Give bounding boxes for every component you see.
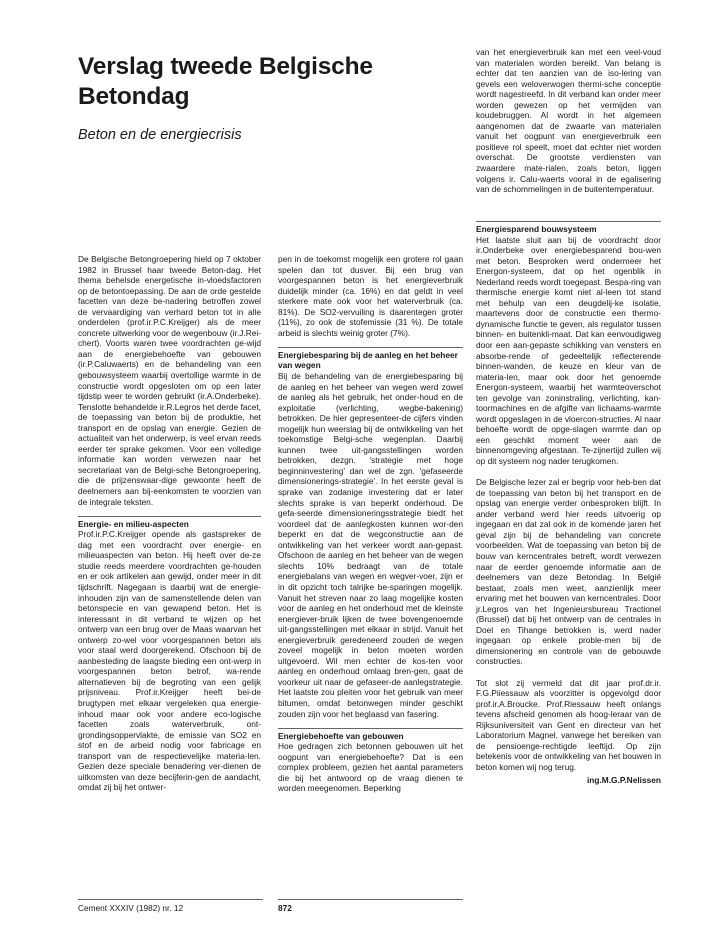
paragraph-tot-slot: Tot slot zij vermeld dat dit jaar prof.dr.ir. F.G.Piiessauw als voorzitter is opgevolgd door prof.ir.A.Broucke. Prof.Riessauw heeft onlangs tevens afscheid genomen als hoog-leraar van de Rijksuniversiteit van Gent en directeur van het Laboratorium Magnel, vanwege het bereiken van de pensioenge-rechtigde leeftijd. Op zijn betekenis voor de ontwikkeling van het bouwen in beton komen wij nog terug. [476,677,661,772]
section-heading-gebouwen: Energiebehoefte van gebouwen [278,730,404,741]
footer-journal: Cement XXXIV (1982) nr. 12 [78,903,184,913]
column-3 [476,221,661,786]
section-heading-bouwsysteem: Energiesparend bouwsysteem [476,224,597,234]
title-line-2: Betondag [78,83,190,110]
title-line-1: Verslag tweede Belgische [78,53,373,80]
column-3-top [476,47,661,195]
column-1 [78,254,261,793]
paragraph-kerncentrales: De Belgische lezer zal er begrip voor heb-ben dat de toepassing van beton bij het transport en de opslag van energie verder onbesproken blijft. In ander verband werd hier reeds uitvoerig op ingegaan en dat zal ook in de komende jaren het geval zijn bij de behandeling van concrete voorbeelden. Wat de toepassing van beton bij de bouw van kerncentrales betreft, wordt verwezen naar de eerder genoemde informatie aan de deelnemers van deze Betondag. In België bestaat, zoals men weet, aanzienlijk meer ervaring met het bouwen van kerncentrales. Door jr.Legros van het Ingenieursbureau Tractionel (Brussel) dat bij het ontwerp van de centrales in Doel en Tihange betrokken is, werd nader ingegaan op enkele proble-men bij de dimensionering en controle van de gebouwde constructies. [476,477,661,667]
article-subtitle: Beton en de energiecrisis [78,127,242,143]
page-number: 872 [278,903,292,913]
intro-paragraph: De Belgische Betongroepering hield op 7 oktober 1982 in Brussel haar tweede Beton-dag. Het thema behelsde energetische in-vloedsfactoren op de betontoepassing. De aan de orde gestelde facetten van deze be-nadering betroffen zowel de vervaardiging van verhard beton tot in alle onderdelen (prof.ir.P.C.Kreijger) als de meer concrete uitwerking voor de wegenbouw (ir.J.Rei-chert). Voorts waren twee voordrachten ge-wijd aan de energiebehoefte van gebouwen (ir.P.Caluwaerts) en de behandeling van een gebouwsysteem waarbij overtollige warmte in de constructie wordt opgesloten om op een later tijdstip weer te worden gebruikt (ir.A.Onderbeke). Tenslotte behandelde ir.R.Legros het derde facet, de toepassing van beton bij de produktie, het transport en de opslag van energie. Gezien de actualiteit van het onderwerp, is veel ervan reeds eerder ter sprake gekomen. Voor een volledige informatie kan worden verwezen naar het secretariaat van de Belgi-sche Betongroepering, die de prijzenswaar-dige gewoonte heeft de deelnemers aan bij-eenkomsten te voorzien van de integrale teksten. [78,254,261,507]
section-body-gebouwen: Hoe gedragen zich betonnen gebouwen uit het oogpunt van energiebehoefte? Dat is een complex probleem, gezien het aantal parameters die bij het antwoord op de vraag dienen te worden meegenomen. Beperking [278,741,463,794]
author-signature: ing.M.G.P.Nelissen [586,775,661,786]
section-divider [476,221,661,222]
section-heading-energie-milieu: Energie- en milieu-aspecten [78,518,189,529]
footer-rule-right [278,899,463,900]
section-body-energie-milieu: Prof.ir.P.C.Kreijger opende als gastspreker de dag met een voordracht over energie- en milieuaspecten van beton. Hij heeft over de-ze studie reeds meerdere voordrachten ge-houden en er ook artikelen aan gewijd, onder meer in dit tijdschrift. Nagegaan is daarbij wat de energie-inhouden zijn van de samenstellende delen van betonspecie en van gewapend beton. Het is interessant in dit verband te wijzen op het ontwerp van een brug over de Maas waarvan het ontwerp zo-wel voor voorgespannen beton als voor staal werd doorgerekend. Ofschoon bij de aanbesteding de laagste bieding een ont-werp in voorgespannen beton betrof, wa-rende alternatieven bij de begroting van een gelijk prijsniveau. Prof.ir.Kreijger heeft bei-de brugtypen met elkaar vergeleken qua energie-inhoud maar ook voor andere eco-logische facetten zoals waterverbruik, ont-grondingsoppervlakte, de emissie van SO2 en stof en de arbeid nodig voor fabricage en transport van de respectievelijke materia-len. Gezien deze speciale benadering ver-dienen de uitkomsten van deze becijferin-gen de aandacht, omdat zij bij het ontwer- [78,529,261,793]
article-title [78,52,418,112]
section-body-wegen: Bij de behandeling van de energiebesparing bij de aanleg en het beheer van wegen werd zowel de aanleg als het gebruik, het onder-houd en de exploitatie (verlichting, wegbe-bakening) betrokken. De hier gepresenteer-de cijfers vinden mogelijk hun weerslag bij de ontwikkeling van het toekomstige Belgi-sche wegenplan. Daarbij kunnen twee uit-gangsstellingen worden betrokken, dezgn. 'strategie met hoge beginninvestering' dan wel de zgn. 'gefaseerde dimensionerings-strategie'. In het eerste geval is sprake van zodanige investering dat er later slechts sprake is van beperkt onderhoud. De gefa-seerde dimensioneringsstrategie biedt het voordeel dat de aanlegkosten kunnen wor-den beperkt en dat de wegconstructie aan de ontwikkeling van het verkeer wordt aan-gepast. Ofschoon de aanleg en het beheer van de wegen slechts 10% bedraagt van de totale energiebalans van wegen en wegver-voer, zijn er in dit opzicht toch talrijke be-sparingen mogelijk. Vanuit het streven naar zo laag mogelijke kosten voor de aanleg en het onderhoud met de kleinste energiever-bruik lijken de twee bovengenoemde uit-gangsstellingen met elkaar in strijd. Vanuit het energieverbruik geredeneerd zouden de wegen zoveel mogelijk in beton moeten worden uitgevoerd. Wil men echter de kos-ten voor aanleg en onderhoud omlaag bren-gen, gaat de voorkeur uit naar de gefaseer-de aanlegstrategie. Het laatste zou pleiten voor het gebruik van meer bitumen, omdat betonwegen minder geschikt zouden zijn voor het beglaasd van fasering. [278,371,463,719]
column-2 [278,254,463,794]
section-divider [278,728,463,729]
continued-paragraph-col3: van het energieverbruik kan met een veel-voud van materialen worden bereikt. Van belang is echter dat ten aanzien van de iso-lering van gevels een weloverwogen thermi-sche conceptie wordt nagestreefd. In dit verband kan onder meer worden gewezen op het vermijden van koudebruggen. Al wordt in het algemeen aangenomen dat de zwaarte van materialen vanuit het oogpunt van energieverbruik een positieve rol speelt, moet dat echter niet worden overschat. De grootste verdiensten van zwaardere mate-rialen, zoals beton, liggen volgens ir. Calu-waerts vooral in de egalisering van de schommelingen in de buitentemperatuur. [476,47,661,195]
section-heading-wegen: Energiebesparing bij de aanleg en het beheer van wegen [278,349,458,371]
section-body-bouwsysteem: Het laatste sluit aan bij de voordracht door ir.Onderbeke over energiebesparend bou-wen met beton. Besproken werd ondermeer het Energon-systeem, dat op het ogenblik in Nederland reeds wordt toegepast. Bespa-ring van thermische energie komt niet al-leen tot stand met behulp van een deugdelij-ke isolatie, maartevens door de constructie een thermo-dynamische functie te geven, als regulator tussen binnen- en buitenkli-maat. Dat kan eenvoudigweg door een aan-gepaste schikking van vensters en absorbe-rende of gedeeltelijk reflecterende binnen-wanden, de keuze en kleur van de materia-len, maar ook door het genoemde Energon-systeem, waarbij het warmteoverschot ten gevolge van zoninstraling, verlichting, kan-toormachines en de afgifte van lichaams-warmte wordt opgeslagen in de vloercon-structies. Al naar behoefte wordt de opge-slagen warmte dan op een geschikt moment weer aan de binnenomgeving afgestaan. Te-zijnertijd zullen wij op dit systeem nog nader terugkomen. [476,234,661,467]
footer-rule-left [78,899,263,900]
continued-paragraph: pen in de toekomst mogelijk een grotere rol gaan spelen dan tot dusver. Bij een brug van voorgespannen beton is het energieverbruik duidelijk minder (ca. 16%) en dat geldt in veel sterkere mate ook voor het waterverbruik (ca. 81%). De SO2-vervuiling is daarentegen groter (11%), zo ook de stofemissie (31 %). De totale arbeid is slechts weinig groter (7%). [278,254,463,338]
section-divider [78,516,261,517]
section-divider [278,347,463,348]
